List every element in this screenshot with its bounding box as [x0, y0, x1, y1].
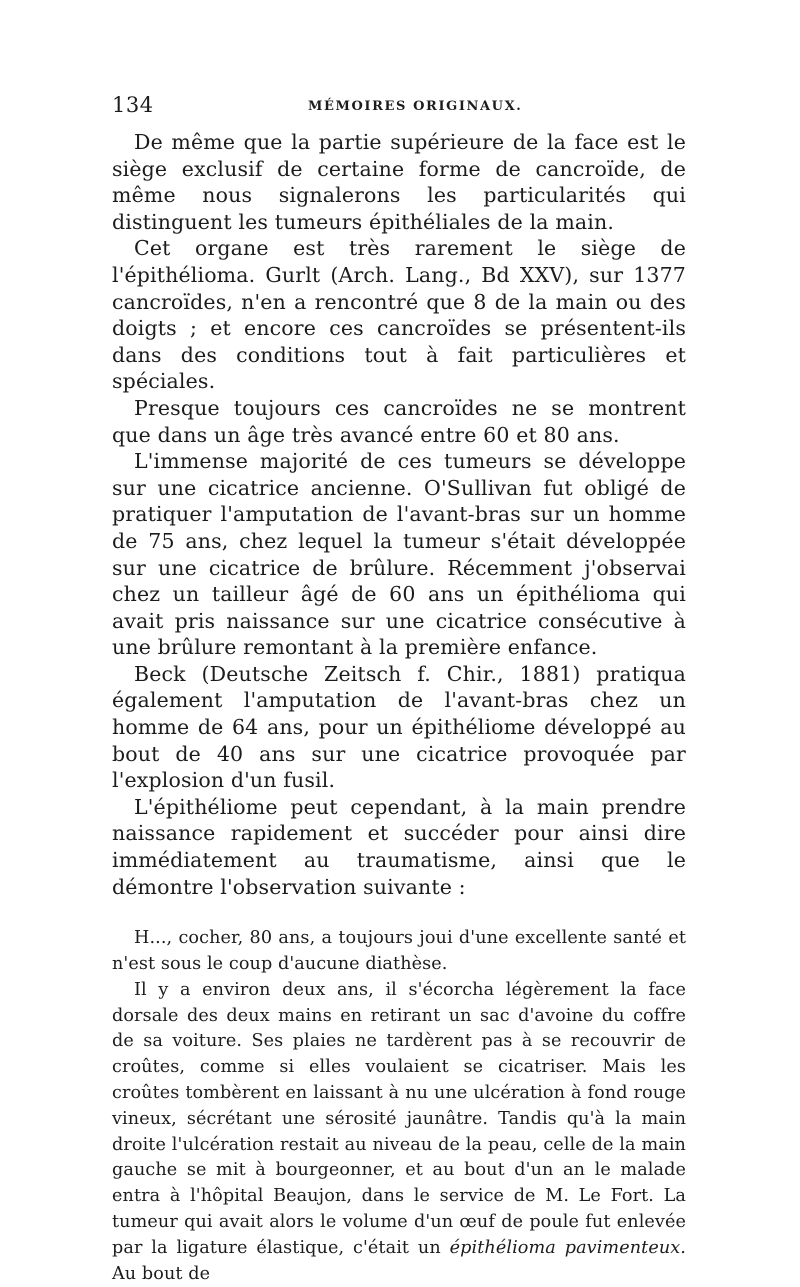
- main-text: [112, 129, 686, 900]
- diagnosis-emphasis: épithélioma pavimenteux.: [449, 1237, 686, 1258]
- page-number: 134: [112, 93, 154, 117]
- observation-text: Il y a environ deux ans, il s'écorcha légèrement la face dorsale des deux mains en retirant un sac d'avoine du coffre de sa voiture. Ses plaies ne tardèrent pas à se recouvrir de croûtes, comme si elles voulaient se cicatriser. Mais les croûtes tombèrent en laissant à nu une ulcération à fond rouge vineux, sécrétant une sérosité jaunâtre. Tandis qu'à la main droite l'ulcération restait au niveau de la peau, celle de la main gauche se mit à bourgeonner, et au bout d'un an le malade entra à l'hôpital Beaujon, dans le service de M. Le Fort. La tumeur qui avait alors le volume d'un œuf de poule fut enlevée par la ligature élastique, c'était un: [112, 979, 686, 1258]
- observation-section: [112, 926, 686, 1287]
- running-head: MÉMOIRES ORIGINAUX.: [308, 99, 523, 114]
- observation-paragraph-2: [112, 978, 686, 1287]
- paragraph-6: L'épithéliome peut cependant, à la main prendre naissance rapidement et succéder pour ainsi dire immédiatement au traumatisme, ainsi que le démontre l'observation suivante :: [112, 794, 686, 899]
- paragraph-3: Presque toujours ces cancroïdes ne se montrent que dans un âge très avancé entre 60 et 80 ans.: [112, 395, 686, 447]
- book-page: [112, 93, 686, 1287]
- page-header: [112, 93, 686, 123]
- paragraph-1: De même que la partie supérieure de la face est le siège exclusif de certaine forme de cancroïde, de même nous signalerons les particularités qui distinguent les tumeurs épithéliales de la main.: [112, 130, 686, 234]
- paragraph-4: L'immense majorité de ces tumeurs se développe sur une cicatrice ancienne. O'Sullivan fut obligé de pratiquer l'amputation de l'avant-bras sur un homme de 75 ans, chez lequel la tumeur s'était développée sur une cicatrice de brûlure. Récemment j'observai chez un tailleur âgé de 60 ans un épithélioma qui avait pris naissance sur une cicatrice consécutive à une brûlure remontant à la première enfance.: [112, 449, 686, 660]
- paragraph-5: Beck (Deutsche Zeitsch f. Chir., 1881) pratiqua également l'amputation de l'avant-bras chez un homme de 64 ans, pour un épithéliome développé au bout de 40 ans sur une cicatrice provoquée par l'explosion d'un fusil.: [112, 661, 686, 793]
- observation-paragraph-1: H..., cocher, 80 ans, a toujours joui d'une excellente santé et n'est sous le coup d'aucune diathèse.: [112, 928, 686, 975]
- observation-text-continued: Au bout de: [112, 1263, 211, 1284]
- paragraph-2: Cet organe est très rarement le siège de l'épithélioma. Gurlt (Arch. Lang., Bd XXV), sur 1377 cancroïdes, n'en a rencontré que 8 de la main ou des doigts ; et encore ces cancroïdes se présentent-ils dans des conditions tout à fait particulières et spéciales.: [112, 236, 686, 394]
